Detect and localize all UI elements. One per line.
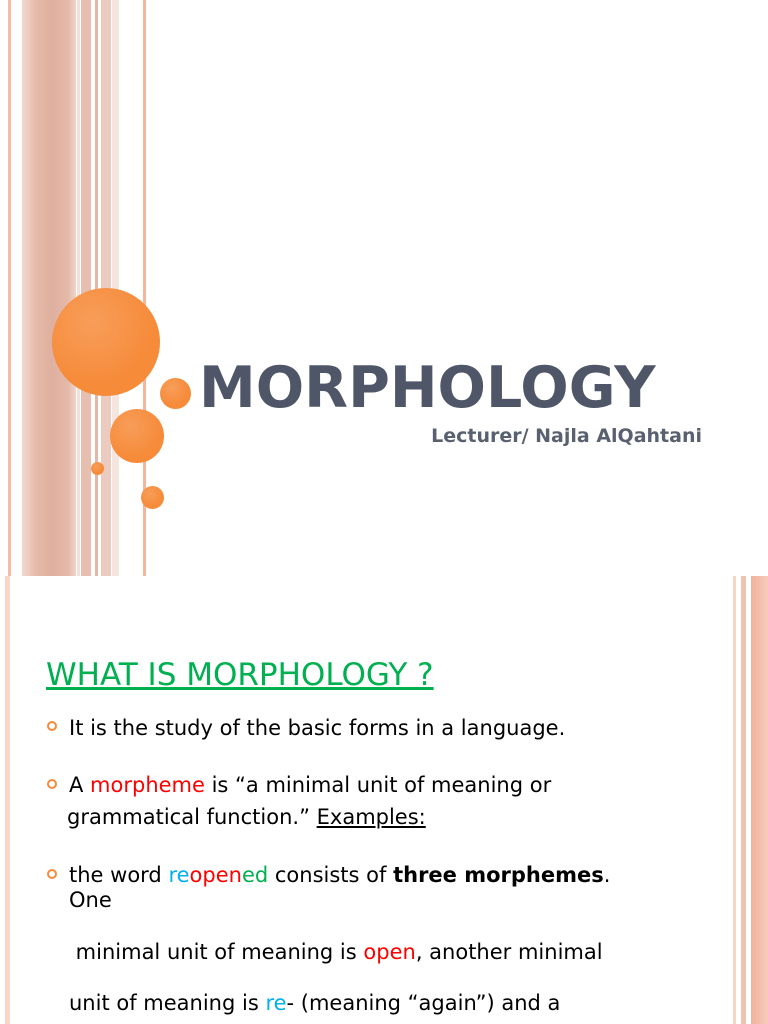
text-run: grammatical function.” bbox=[67, 805, 317, 829]
examples-label: Examples: bbox=[316, 805, 426, 829]
text-run: is “a minimal unit of meaning or bbox=[204, 773, 552, 797]
content-slide bbox=[0, 576, 768, 1024]
term-open: open bbox=[363, 940, 416, 964]
bullet-circle-icon bbox=[47, 721, 57, 731]
decorative-circle-bottom bbox=[141, 486, 164, 509]
slide-heading: WHAT IS MORPHOLOGY ? bbox=[46, 657, 434, 693]
text-run: the word bbox=[69, 863, 169, 887]
bullet-3-line-2: One bbox=[69, 888, 112, 912]
decorative-stripe bbox=[733, 576, 736, 1024]
bullet-2-line-2 bbox=[67, 807, 426, 828]
slide-subtitle: Lecturer/ Najla AlQahtani bbox=[431, 425, 702, 447]
decorative-circle-large bbox=[52, 288, 160, 396]
text-run: A bbox=[69, 773, 91, 797]
text-run: . bbox=[603, 863, 611, 887]
text-run: unit of meaning is bbox=[69, 991, 266, 1015]
decorative-stripe bbox=[77, 0, 80, 576]
bullet-circle-icon bbox=[47, 869, 57, 879]
emphasis-three-morphemes: three morphemes bbox=[393, 863, 604, 887]
word-prefix-re: re bbox=[168, 863, 190, 887]
word-suffix-ed: ed bbox=[241, 863, 269, 887]
text-run: , another minimal bbox=[415, 940, 603, 964]
decorative-stripe bbox=[8, 0, 11, 576]
decorative-stripe bbox=[751, 576, 768, 1024]
text-run: minimal unit of meaning is bbox=[69, 940, 364, 964]
text-run: consists of bbox=[268, 863, 394, 887]
slide-title: MORPHOLOGY bbox=[199, 355, 656, 421]
term-re: re bbox=[265, 991, 287, 1015]
bullet-2-line-1 bbox=[69, 775, 551, 796]
decorative-circle-small bbox=[160, 378, 191, 409]
decorative-stripe bbox=[22, 0, 76, 576]
decorative-stripe bbox=[741, 576, 746, 1024]
paragraph-1 bbox=[69, 942, 603, 963]
word-root-open: open bbox=[189, 863, 242, 887]
decorative-stripe bbox=[5, 576, 10, 1024]
text-run: - (meaning “again”) and a bbox=[286, 991, 561, 1015]
term-morpheme: morpheme bbox=[90, 773, 205, 797]
decorative-circle-tiny bbox=[91, 462, 104, 475]
decorative-circle-medium bbox=[110, 409, 164, 463]
decorative-stripe bbox=[81, 0, 91, 576]
bullet-3-line-1 bbox=[69, 865, 610, 886]
bullet-circle-icon bbox=[47, 779, 57, 789]
bullet-1-text: It is the study of the basic forms in a language. bbox=[69, 716, 566, 740]
paragraph-2 bbox=[69, 993, 560, 1014]
